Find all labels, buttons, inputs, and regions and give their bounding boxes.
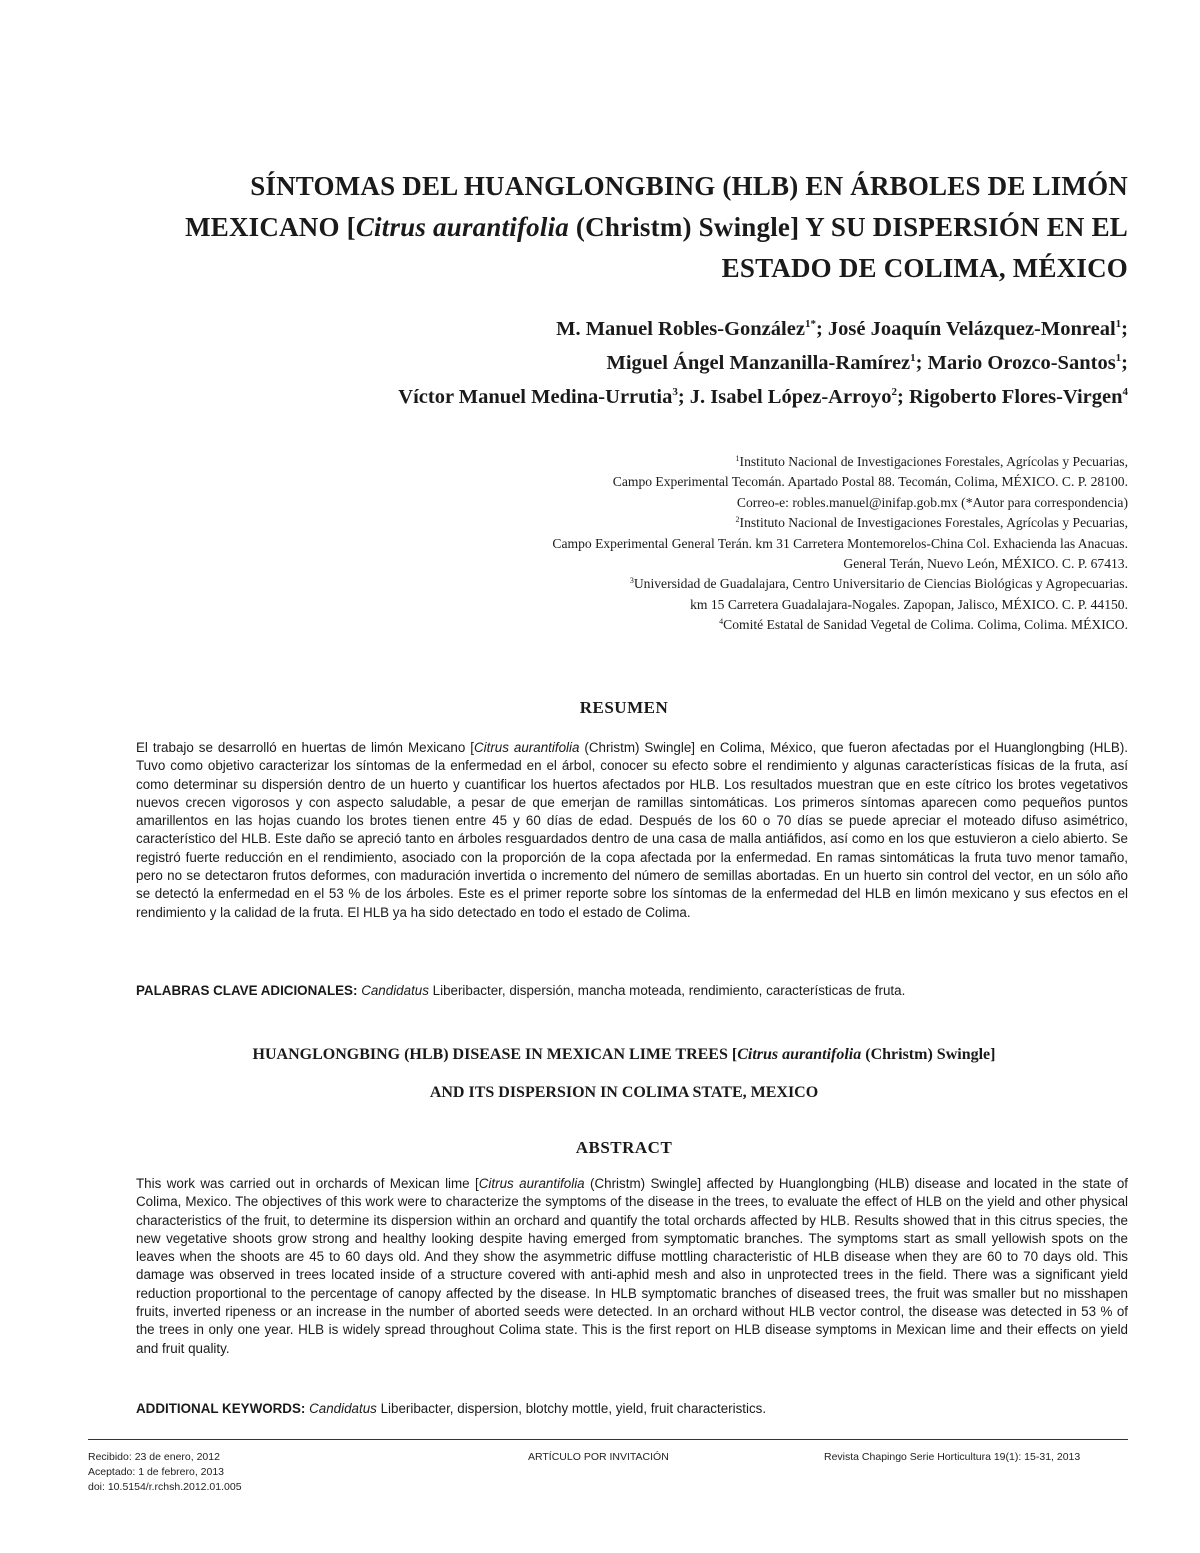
title-line-2-start: MEXICANO [ [185,212,356,242]
title-species-name: Citrus aurantifolia [355,212,569,242]
resumen-heading: RESUMEN [579,698,669,717]
author-separator: ; [1121,352,1128,374]
keywords-label: ADDITIONAL KEYWORDS: [136,1401,306,1416]
author-line-1 [120,312,1128,346]
paper-title [120,166,1128,289]
affiliation-line: Campo Experimental Tecomán. Apartado Postal 88. Tecomán, Colima, MÉXICO. C. P. 28100. [612,474,1128,490]
author-affiliation-mark: 1 [1115,352,1122,364]
resumen-text-body: (Christm) Swingle] en Colima, México, que fueron afectadas por el Huanglongbing (HLB). Tuvo como objetivo caracterizar los síntomas de la enfermedad en el árbol, conocer su efecto sobre el rendimiento y algunas características físicas de la fruta, así como determinar su dispersión dentro de un huerto y cuantificar los huertos afectados por HLB. Los resultados muestran que en este cítrico los brotes vegetativos nuevos crecen vigorosos y con aspecto saludable, a pesar de que emerjan de ramillas sintomáticas. Los primeros síntomas aparecen como pequeños puntos amarillentos en las hojas cuando los brotes tienen entre 45 y 60 días de edad. Después de los 60 o 70 días se puede apreciar el moteado difuso asimétrico, característico del HLB. Este daño se apreció tanto en árboles resguardados dentro de una casa de malla antiáfidos, así como en los que estuvieron a cielo abierto. Se registró fuerte reducción en el rendimiento, asociado con la proporción de la copa afectada por la enfermedad. En ramas sintomáticas la fruta tuvo menor tamaño, pero no se detectaron frutos deformes, con maduración invertida o incremento del número de semillas abortadas. En un huerto sin control del vector, en un sólo año se detectó la enfermedad en el 53 % de los árboles. Este es el primer reporte sobre los síntomas de la enfermedad del HLB en limón mexicano y sus efectos en el rendimiento y la calidad de la fruta. El HLB ya ha sido detectado en todo el estado de Colima. [136,740,1129,920]
author-name: M. Manuel Robles-González [556,318,805,340]
author-name: Víctor Manuel Medina-Urrutia [398,386,673,408]
resumen-keywords [136,982,1128,1000]
affiliation-text: Universidad de Guadalajara, Centro Universitario de Ciencias Biológicas y Agropecuarias. [633,576,1128,592]
abstract-text-body: (Christm) Swingle] affected by Huanglongbing (HLB) disease and located in the state of Colima, Mexico. The objectives of this work were to characterize the symptoms of the disease in the trees, to evaluate the effect of HLB on the yield and other physical characteristics of the fruit, to determine its dispersion within an orchard and quantify the total orchards affected by HLB. Results showed that in this citrus species, the new vegetative shoots grow strong and healthy looking despite having emerged from symptomatic branches. The symptoms start as small yellowish spots on the leaves when the shoots are 45 to 60 days old. And they show the asymmetric diffuse mottling characteristic of HLB disease when they are 60 to 70 days old. This damage was observed in trees located inside of a structure covered with anti-aphid mesh and also in unprotected trees in the field. There was a significant yield reduction proportional to the percentage of canopy affected by the disease. In HLB symptomatic branches of diseased trees, the fruit was smaller but no misshapen fruits, inverted ripeness or an increase in the number of aborted seeds were detected. In an orchard without HLB vector control, the disease was detected in 53 % of the trees in only one year. HLB is widely spread throughout Colima state. This is the first report on HLB disease symptoms in Mexican lime and their effects on yield and fruit quality. [136,1176,1128,1356]
english-title [120,1036,1128,1112]
affiliation-line [120,513,1128,533]
author-name: ; Rigoberto Flores-Virgen [897,386,1123,408]
affiliation-text: Comité Estatal de Sanidad Vegetal de Colima. Colima, Colima. MÉXICO. [723,617,1128,633]
affiliations [120,452,1128,636]
keywords-italic: Candidatus [361,983,429,998]
affiliation-mark: 3 [629,576,634,586]
affiliation-mark: 2 [735,515,740,525]
author-affiliation-mark: 3 [672,386,678,398]
english-title-start: HUANGLONGBING (HLB) DISEASE IN MEXICAN LIME TREES [ [252,1046,738,1063]
accepted-date: Aceptado: 1 de febrero, 2013 [88,1466,225,1478]
resumen-text-start: El trabajo se desarrolló en huertas de limón Mexicano [ [136,740,474,755]
author-affiliation-mark: 1* [804,318,816,330]
affiliation-line [120,615,1128,635]
english-title-species: Citrus aurantifolia [737,1046,862,1063]
author-line-2 [120,346,1128,380]
author-affiliation-mark: 2 [891,386,898,398]
keywords-text: Liberibacter, dispersion, blotchy mottle, yield, fruit characteristics. [376,1401,767,1416]
author-name: ; Mario Orozco-Santos [915,352,1116,374]
abstract-species-name: Citrus aurantifolia [478,1176,585,1191]
journal-citation: Revista Chapingo Serie Horticultura 19(1): 15-31, 2013 [824,1451,1081,1463]
keywords-label: PALABRAS CLAVE ADICIONALES: [136,983,358,998]
affiliation-line [120,452,1128,472]
author-name: ; José Joaquín Velázquez-Monreal [815,318,1116,340]
author-list [120,312,1128,414]
author-name: Miguel Ángel Manzanilla-Ramírez [606,352,911,374]
author-separator: ; [1121,318,1128,340]
affiliation-email-line[interactable]: Correo-e: robles.manuel@inifap.gob.mx (*Autor para correspondencia) [736,494,1128,510]
abstract-text [136,1175,1128,1358]
affiliation-text: Instituto Nacional de Investigaciones Forestales, Agrícolas y Pecuarias, [739,454,1128,469]
affiliation-line [120,574,1128,594]
affiliation-text: Instituto Nacional de Investigaciones Forestales, Agrícolas y Pecuarias, [739,515,1128,531]
english-title-line-1 [120,1036,1128,1074]
keywords-text: Liberibacter, dispersión, mancha moteada, rendimiento, características de fruta. [428,983,906,998]
title-line-3: ESTADO DE COLIMA, MÉXICO [721,253,1128,283]
author-affiliation-mark: 1 [910,352,916,364]
author-affiliation-mark: 4 [1122,386,1128,398]
doi-link[interactable]: doi: 10.5154/r.rchsh.2012.01.005 [88,1481,242,1493]
affiliation-mark: 1 [735,454,740,463]
affiliation-line: km 15 Carretera Guadalajara-Nogales. Zapopan, Jalisco, MÉXICO. C. P. 44150. [690,596,1128,612]
affiliation-mark: 4 [719,617,724,627]
author-affiliation-mark: 1 [1115,318,1122,330]
title-line-2 [120,207,1128,248]
affiliation-line: Campo Experimental General Terán. km 31 Carretera Montemorelos-China Col. Exhacienda las Anacuas. [552,535,1128,551]
footer-divider [88,1439,1128,1440]
author-line-3 [120,380,1128,414]
footer-dates [88,1450,242,1495]
abstract-keywords [136,1400,1128,1418]
article-type-label: ARTÍCULO POR INVITACIÓN [528,1451,669,1463]
abstract-heading: ABSTRACT [575,1138,673,1157]
received-date: Recibido: 23 de enero, 2012 [88,1451,220,1463]
abstract-text-start: This work was carried out in orchards of Mexican lime [ [136,1176,479,1191]
english-title-line-2: AND ITS DISPERSION IN COLIMA STATE, MEXICO [429,1084,819,1101]
author-name: ; J. Isabel López-Arroyo [677,386,892,408]
affiliation-line: General Terán, Nuevo León, MÉXICO. C. P. 67413. [843,556,1128,572]
keywords-italic: Candidatus [309,1401,377,1416]
english-title-end: (Christm) Swingle] [861,1046,996,1063]
resumen-species-name: Citrus aurantifolia [473,740,580,755]
title-line-1: SÍNTOMAS DEL HUANGLONGBING (HLB) EN ÁRBOLES DE LIMÓN [250,171,1128,201]
title-line-2-end: (Christm) Swingle] Y SU DISPERSIÓN EN EL [568,212,1128,242]
resumen-text [136,739,1128,922]
